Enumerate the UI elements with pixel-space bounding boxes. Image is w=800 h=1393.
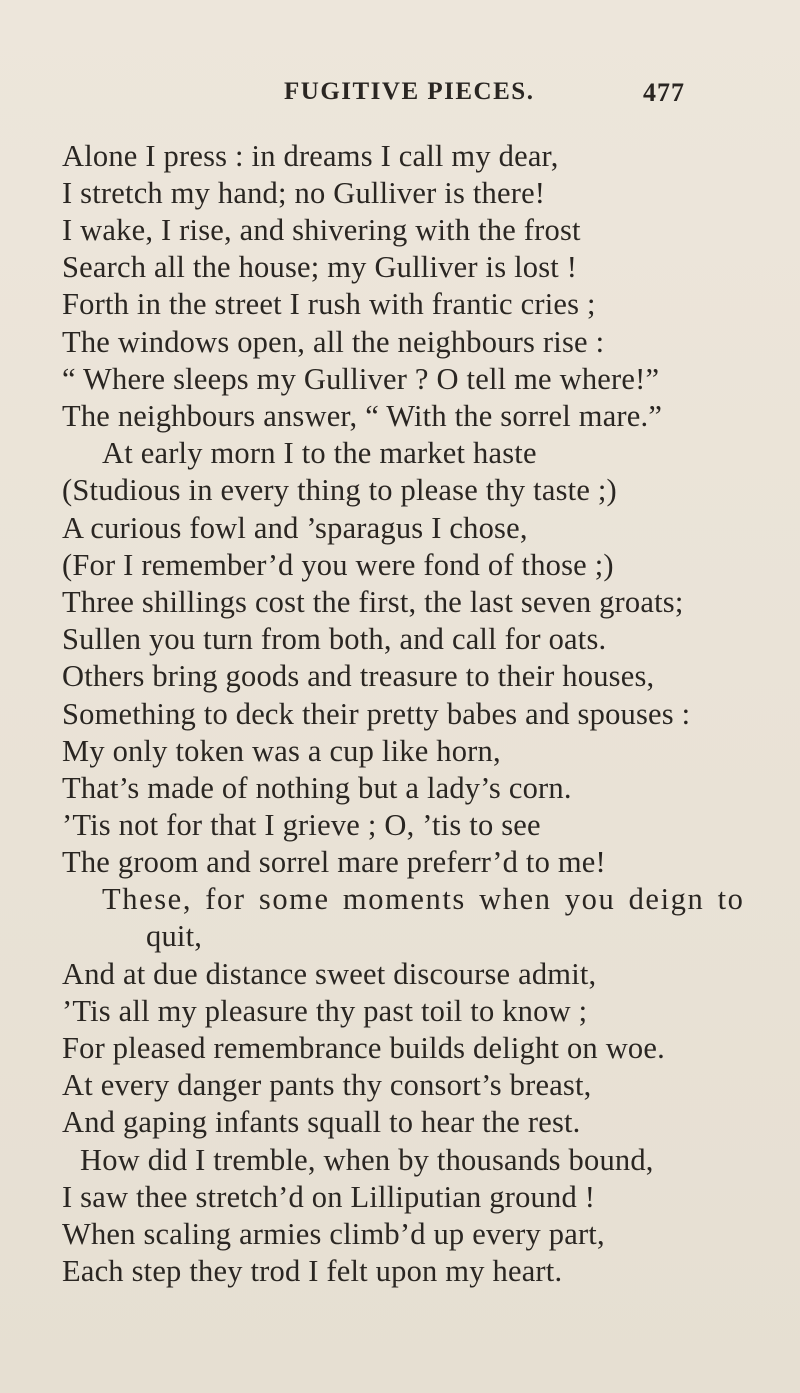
poem-line: These, for some moments when you deign to	[102, 882, 745, 916]
poem-line: The groom and sorrel mare preferr’d to me!	[62, 845, 606, 879]
page-number: 477	[643, 78, 685, 107]
poem-line: For pleased remembrance builds delight on woe.	[62, 1031, 665, 1065]
poem-line: ’Tis not for that I grieve ; O, ’tis to see	[62, 808, 541, 842]
poem-line: I saw thee stretch’d on Lilliputian ground !	[62, 1180, 596, 1214]
poem-line: Forth in the street I rush with frantic cries ;	[62, 287, 596, 321]
poem-line: Search all the house; my Gulliver is lost !	[62, 250, 578, 284]
poem-line: I wake, I rise, and shivering with the frost	[62, 213, 581, 247]
poem-line: Others bring goods and treasure to their houses,	[62, 659, 655, 693]
poem-line: A curious fowl and ’sparagus I chose,	[62, 511, 528, 545]
poem-line: Each step they trod I felt upon my heart.	[62, 1254, 563, 1288]
poem-line: That’s made of nothing but a lady’s corn.	[62, 771, 572, 805]
poem-line: (Studious in every thing to please thy taste ;)	[62, 473, 617, 507]
poem-line: ’Tis all my pleasure thy past toil to know ;	[62, 994, 588, 1028]
poem-line: Alone I press : in dreams I call my dear,	[62, 139, 559, 173]
poem-line: And at due distance sweet discourse admit,	[62, 957, 597, 991]
poem-line: Three shillings cost the first, the last seven groats;	[62, 585, 684, 619]
poem-line: How did I tremble, when by thousands bound,	[80, 1143, 654, 1177]
page-header	[0, 78, 800, 118]
poem-line: At early morn I to the market haste	[102, 436, 537, 470]
poem-line: (For I remember’d you were fond of those ;)	[62, 548, 614, 582]
poem-line: At every danger pants thy consort’s breast,	[62, 1068, 592, 1102]
poem-line-continuation: quit,	[146, 919, 203, 953]
poem-line: “ Where sleeps my Gulliver ? O tell me where!”	[62, 362, 660, 396]
poem-line: Sullen you turn from both, and call for oats.	[62, 622, 607, 656]
poem-line: The neighbours answer, “ With the sorrel mare.”	[62, 399, 663, 433]
poem-line: The windows open, all the neighbours rise :	[62, 325, 605, 359]
running-title: FUGITIVE PIECES.	[284, 78, 535, 105]
poem-line: My only token was a cup like horn,	[62, 734, 501, 768]
poem-line: I stretch my hand; no Gulliver is there!	[62, 176, 546, 210]
poem-line: And gaping infants squall to hear the rest.	[62, 1105, 581, 1139]
poem-line: When scaling armies climb’d up every part,	[62, 1217, 605, 1251]
poem-line: Something to deck their pretty babes and spouses :	[62, 697, 691, 731]
